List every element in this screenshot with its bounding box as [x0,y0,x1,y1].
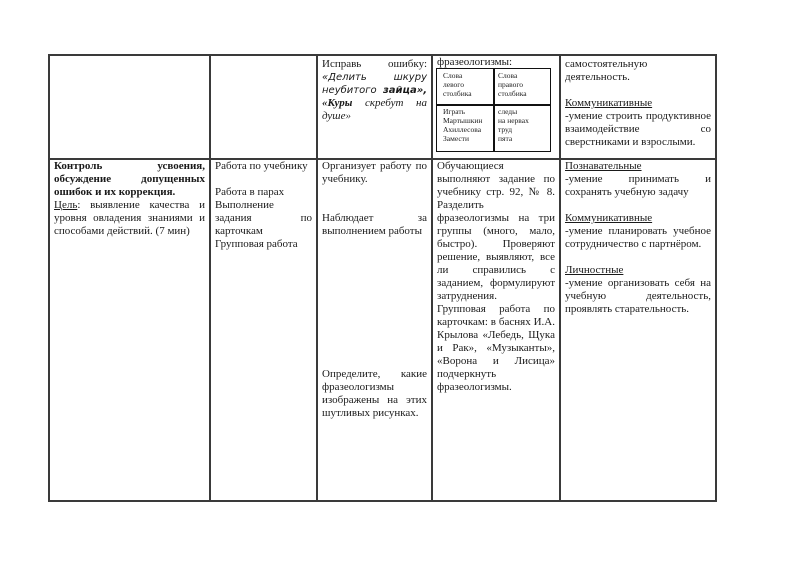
personal-heading: Личностные [565,264,624,276]
teacher-question: Определите, какие фразеологизмы изображены на этих шутливых рисунках. [322,368,427,419]
goal-text: : выявление качества и уровня овладения знаниями и способами действий. (7 мин) [54,199,205,237]
teacher-action: Организует работу по учебнику. [322,160,427,185]
column-separator-1 [209,54,211,502]
stage-title: Контроль усвоения, обсуждение допущенных ошибок и их коррекция. [54,160,205,198]
work-form: Выполнение задания по карточкам [215,199,312,237]
text-line: самостоятельную [565,58,648,70]
phrase2-part1: «Куры [322,97,353,109]
row1-col5-cell [561,58,715,149]
communicative-heading: Коммуникативные [565,97,653,109]
row1-col3-cell [318,58,431,123]
teacher-action: Наблюдает за выполнением работы [322,212,427,237]
table-border-right [715,54,717,502]
personal-text: -умение организовать себя на учебную деятельность, проявлять старательность. [565,277,711,315]
student-activity: Обучающиеся выполняют задание по учебнику стр. 92, № 8. Разделить фразеологизмы на три группы (много, мало, быстро). Проверяют решение, выявляют, все ли справились с заданием, формулируют затруднения. [437,160,555,302]
inner-header-right: Слова правого столбика [498,71,527,98]
row2-col2-cell [211,160,316,251]
table-border-left [48,54,50,502]
row2-col1-cell [50,160,209,238]
lesson-table [48,54,716,501]
phraseologism-matching-table [436,68,551,152]
text-line: деятельность. [565,71,630,83]
communicative-text: -умение строить продуктивное взаимодействие со сверстниками и взрослыми. [565,110,711,148]
stage-goal [54,199,205,238]
phrase1-part2: зайца», [382,85,427,96]
communicative-text: -умение планировать учебное сотрудничество с партнёром. [565,225,711,250]
work-form: Работа по учебнику [215,160,308,172]
inner-body-right: следы на нервах труд пята [498,107,529,143]
row2-col5-cell [561,160,715,316]
phraseologisms-heading: фразеологизмы: [437,56,513,68]
work-form: Работа в парах [215,186,285,198]
phrase1-part1: «Делить шкуру неубитого [322,72,427,96]
goal-label: Цель [54,199,78,211]
inner-header-left: Слова левого столбика [443,71,472,98]
table-border-bottom [48,500,716,502]
cognitive-text: -умение принимать и сохранять учебную задачу [565,173,711,198]
row2-col4-cell [433,160,559,394]
group-work-activity: Групповая работа по карточкам: в баснях И.А. Крылова «Лебедь, Щука и Рак», «Музыканты», «Ворона и Лисица» подчеркнуть фразеологизмы. [437,303,555,393]
inner-body-left: Играть Мартышкин Ахиллесова Замести [443,107,483,143]
task-intro: Исправь ошибку: [322,58,427,70]
cognitive-heading: Познавательные [565,160,642,172]
table-border-top [48,54,716,56]
phrase2-part2: скребут на душе» [322,97,428,122]
work-form: Групповая работа [215,238,298,250]
communicative-heading: Коммуникативные [565,212,653,224]
task-phrases [322,71,427,123]
row2-col3-cell [318,160,431,420]
